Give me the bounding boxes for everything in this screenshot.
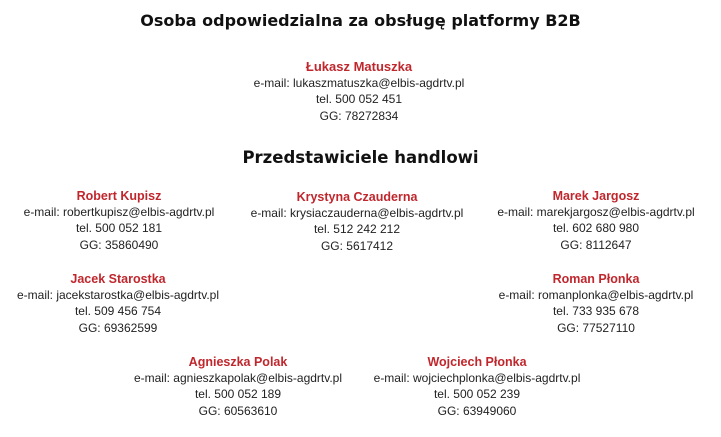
section-title: Przedstawiciele handlowi — [242, 148, 479, 167]
contact-gg: GG: 63949060 — [437, 403, 517, 418]
contact-gg: GG: 5617412 — [320, 238, 394, 253]
contact-gg: GG: 77527110 — [557, 320, 635, 335]
contact-gg: GG: 60563610 — [198, 403, 278, 418]
contact-phone: tel. 500 052 181 — [75, 221, 163, 236]
representative-card — [357, 354, 597, 419]
contact-name: Wojciech Płonka — [427, 355, 527, 369]
contact-phone: tel. 500 052 189 — [194, 387, 282, 402]
contact-gg: GG: 69362599 — [78, 320, 158, 335]
contact-phone: tel. 512 242 212 — [313, 222, 401, 237]
contact-name: Roman Płonka — [552, 272, 640, 286]
contact-email[interactable]: e-mail: jacekstarostka@elbis-agdrtv.pl — [16, 288, 220, 303]
contact-phone: tel. 500 052 451 — [315, 92, 403, 107]
contact-phone: tel. 602 680 980 — [552, 221, 640, 236]
contact-email[interactable]: e-mail: agnieszkapolak@elbis-agdrtv.pl — [133, 371, 343, 386]
contact-phone: tel. 733 935 678 — [552, 304, 640, 319]
page-title: Osoba odpowiedzialna za obsługę platformy B2B — [140, 11, 581, 30]
contact-name: Agnieszka Polak — [188, 355, 288, 369]
responsible-person-card — [239, 59, 479, 124]
representative-card — [476, 271, 716, 336]
contact-email[interactable]: e-mail: wojciechplonka@elbis-agdrtv.pl — [373, 371, 581, 386]
representative-card — [237, 189, 477, 254]
contact-phone: tel. 509 456 754 — [74, 304, 162, 319]
contact-phone: tel. 500 052 239 — [433, 387, 521, 402]
contact-email[interactable]: e-mail: lukaszmatuszka@elbis-agdrtv.pl — [253, 76, 465, 91]
contact-gg: GG: 78272834 — [319, 108, 399, 123]
contact-gg: GG: 8112647 — [560, 237, 632, 252]
contact-name: Jacek Starostka — [70, 272, 166, 286]
representative-card — [118, 354, 358, 419]
contact-name: Robert Kupisz — [76, 189, 162, 203]
contact-name: Krystyna Czauderna — [296, 190, 418, 204]
representative-card — [476, 188, 716, 253]
contact-email[interactable]: e-mail: marekjargosz@elbis-agdrtv.pl — [497, 205, 695, 220]
representative-card — [0, 271, 238, 336]
contact-email[interactable]: e-mail: robertkupisz@elbis-agdrtv.pl — [23, 205, 215, 220]
contact-email[interactable]: e-mail: krysiaczauderna@elbis-agdrtv.pl — [250, 206, 464, 221]
representative-card — [0, 188, 239, 253]
contact-email[interactable]: e-mail: romanplonka@elbis-agdrtv.pl — [498, 288, 694, 303]
contact-gg: GG: 35860490 — [79, 237, 159, 252]
contact-name: Marek Jargosz — [552, 189, 640, 203]
contact-name: Łukasz Matuszka — [305, 59, 413, 74]
